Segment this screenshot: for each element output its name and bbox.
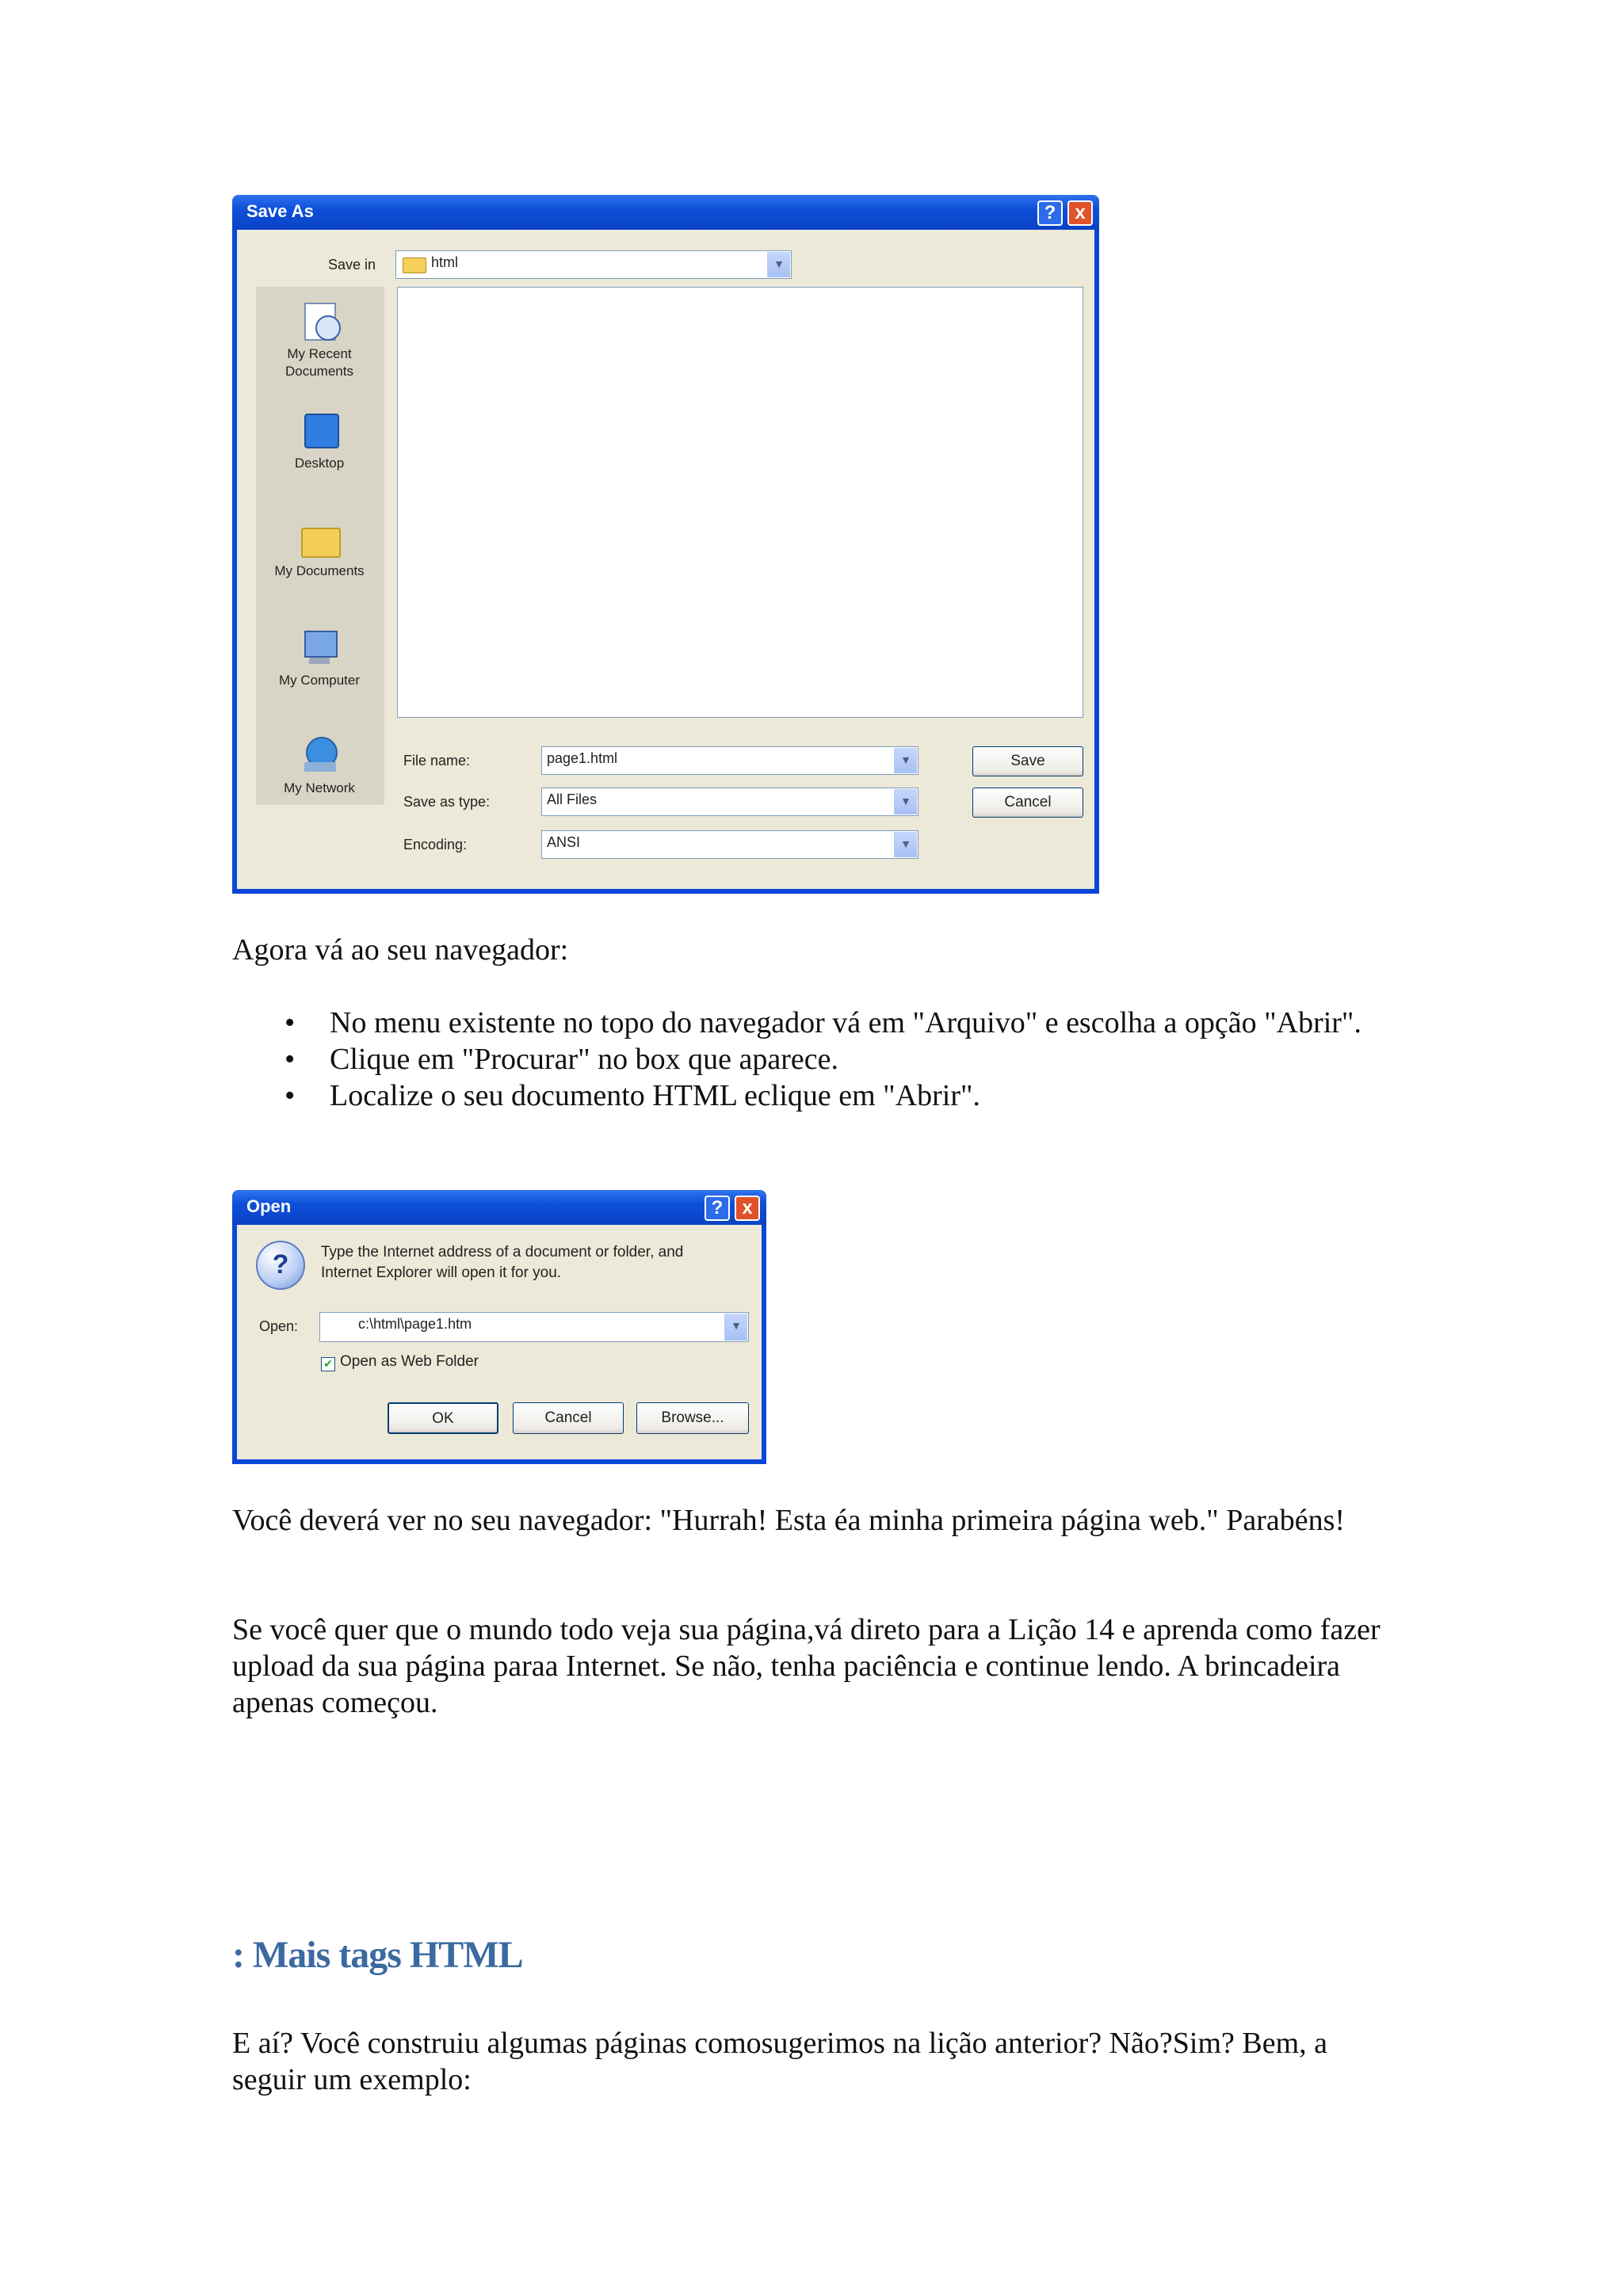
- place-label: My Network: [284, 780, 355, 795]
- save-as-type-select[interactable]: [541, 788, 918, 816]
- bullet-icon: •: [285, 1043, 296, 1076]
- bullet-list: [232, 1005, 1405, 1114]
- section-heading: : Mais tags HTML: [232, 1934, 523, 1976]
- cancel-button[interactable]: Cancel: [972, 788, 1083, 818]
- list-item-text: Localize o seu documento HTML eclique em "Abrir".: [330, 1079, 981, 1112]
- place-label: My Computer: [278, 673, 361, 688]
- file-name-value: page1.html: [547, 750, 618, 766]
- save-in-dropdown[interactable]: [395, 250, 792, 279]
- place-label: Desktop: [294, 456, 345, 471]
- close-button[interactable]: x: [1067, 200, 1093, 226]
- save-as-type-value: All Files: [547, 791, 598, 807]
- bullet-icon: •: [285, 1079, 296, 1112]
- close-button[interactable]: x: [735, 1196, 760, 1221]
- place-label: My Documents: [274, 563, 365, 578]
- save-button[interactable]: Save: [972, 746, 1083, 776]
- file-name-input[interactable]: [541, 746, 918, 775]
- ok-button[interactable]: OK: [388, 1402, 498, 1434]
- browse-button[interactable]: Browse...: [636, 1402, 749, 1434]
- save-as-titlebar[interactable]: [232, 195, 1099, 230]
- save-as-client: [237, 230, 1094, 889]
- list-item-text: Clique em "Procurar" no box que aparece.: [330, 1043, 838, 1076]
- place-recent-documents[interactable]: [256, 299, 383, 380]
- folder-icon: [403, 257, 426, 273]
- chevron-down-icon[interactable]: ▼: [894, 789, 917, 814]
- save-as-type-label: Save as type:: [403, 794, 491, 810]
- save-as-title: Save As: [246, 201, 314, 221]
- chevron-down-icon[interactable]: ▼: [767, 252, 790, 277]
- open-title: Open: [246, 1196, 292, 1216]
- save-in-value: html: [431, 254, 459, 270]
- save-as-dialog: [232, 195, 1099, 894]
- place-my-documents[interactable]: [256, 517, 383, 580]
- chevron-down-icon[interactable]: ▼: [724, 1314, 747, 1341]
- my-computer-icon: [298, 626, 341, 669]
- paragraph-next: E aí? Você construiu algumas páginas comosugerimos na lição anterior? Não?Sim? Bem, a seguir um exemplo:: [232, 2027, 1328, 2096]
- place-my-network[interactable]: [256, 734, 383, 797]
- places-bar: [256, 287, 384, 805]
- bullet-icon: •: [285, 1006, 296, 1039]
- help-button[interactable]: ?: [1037, 200, 1063, 226]
- open-message: Type the Internet address of a document or folder, and Internet Explorer will open it for you.: [321, 1244, 684, 1281]
- chevron-down-icon[interactable]: ▼: [894, 748, 917, 773]
- paragraph-intro: Agora vá ao seu navegador:: [232, 933, 569, 967]
- checkbox[interactable]: ✔: [321, 1357, 335, 1371]
- list-item-text: No menu existente no topo do navegador vá em "Arquivo" e escolha a opção "Abrir".: [330, 1006, 1361, 1039]
- my-documents-icon: [298, 517, 341, 559]
- save-in-label: Save in: [328, 257, 376, 273]
- cancel-button[interactable]: Cancel: [513, 1402, 624, 1434]
- open-dialog: [232, 1190, 766, 1464]
- checkbox-label: Open as Web Folder: [340, 1353, 479, 1370]
- open-label: Open:: [259, 1318, 299, 1334]
- file-name-label: File name:: [403, 753, 471, 769]
- list-item: [232, 1041, 1405, 1077]
- list-item: [232, 1005, 1405, 1041]
- list-item: [232, 1077, 1405, 1114]
- open-client: [237, 1225, 762, 1459]
- file-list[interactable]: [397, 287, 1083, 718]
- encoding-label: Encoding:: [403, 837, 468, 852]
- encoding-value: ANSI: [547, 834, 581, 850]
- question-icon: ?: [256, 1241, 305, 1290]
- web-folder-checkbox-row[interactable]: [321, 1353, 479, 1371]
- desktop-icon: [298, 409, 341, 452]
- encoding-select[interactable]: [541, 830, 918, 859]
- my-network-icon: [298, 734, 341, 776]
- open-titlebar[interactable]: [232, 1190, 766, 1225]
- open-address-value: c:\html\page1.htm: [358, 1316, 472, 1332]
- help-button[interactable]: ?: [705, 1196, 730, 1221]
- paragraph-result: Você deverá ver no seu navegador: "Hurrah! Esta éa minha primeira página web." Parabéns!: [232, 1504, 1346, 1537]
- open-address-input[interactable]: [319, 1312, 749, 1342]
- place-desktop[interactable]: [256, 409, 383, 472]
- place-label: My Recent Documents: [285, 346, 353, 379]
- chevron-down-icon[interactable]: ▼: [894, 832, 917, 857]
- recent-documents-icon: [298, 299, 341, 342]
- paragraph-upload: Se você quer que o mundo todo veja sua página,vá direto para a Lição 14 e aprenda como fazer upload da sua página paraa Internet. Se não, tenha paciência e continue lendo. A brincadeira apenas começou.: [232, 1613, 1381, 1719]
- place-my-computer[interactable]: [256, 626, 383, 689]
